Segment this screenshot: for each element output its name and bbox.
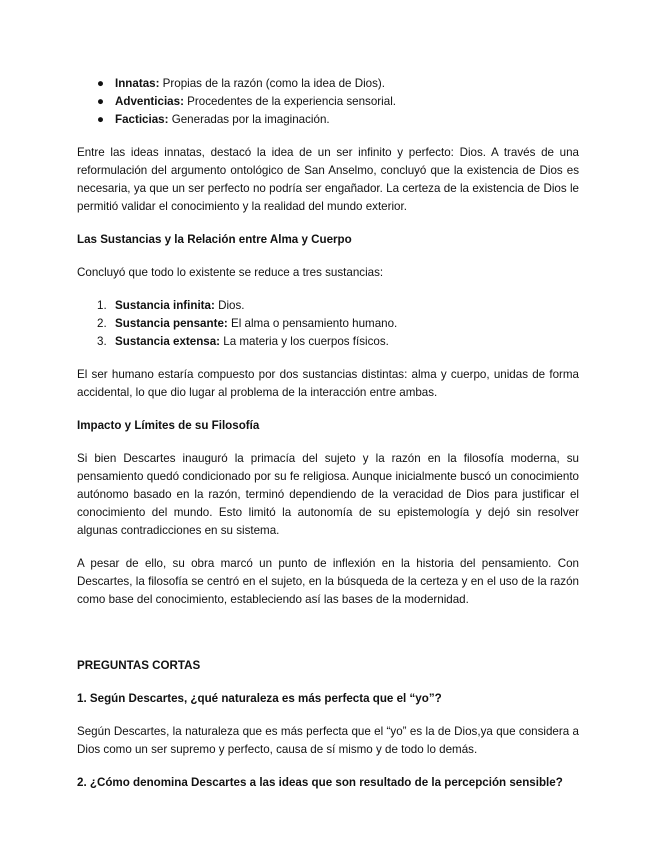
list-item-desc: Procedentes de la experiencia sensorial.: [183, 95, 396, 108]
list-item: [77, 93, 579, 111]
list-item-desc: El alma o pensamiento humano.: [227, 317, 398, 330]
list-item: [77, 111, 579, 129]
list-item: [77, 315, 579, 333]
list-item-term: Sustancia infinita:: [115, 299, 215, 312]
list-item-desc: Generadas por la imaginación.: [168, 113, 330, 126]
paragraph-impacto: Si bien Descartes inauguró la primacía del sujeto y la razón en la filosofía moderna, su pensamiento quedó condicionado por su fe religiosa. Aunque inicialmente buscó un conocimiento autónomo basado en la razón, terminó dependiendo de la veracidad de Dios para justificar el conocimiento del mundo. Esto limitó la autonomía de su epistemología y dejó sin resolver algunas contradicciones en su sistema.: [77, 452, 579, 537]
section-heading-sustancias: Las Sustancias y la Relación entre Alma y Cuerpo: [77, 233, 352, 246]
paragraph-sustancias-intro: Concluyó que todo lo existente se reduce a tres sustancias:: [77, 266, 384, 279]
question-1: 1. Según Descartes, ¿qué naturaleza es más perfecta que el “yo”?: [77, 692, 442, 705]
sustancias-list: [77, 297, 579, 351]
ideas-list: [77, 75, 579, 129]
list-item-desc: Propias de la razón (como la idea de Dios).: [159, 77, 385, 90]
list-item-term: Innatas:: [115, 77, 160, 90]
list-item: [77, 333, 579, 351]
section-heading-impacto: Impacto y Límites de su Filosofía: [77, 419, 260, 432]
bullet-icon: ●: [97, 113, 105, 126]
document-page: [77, 75, 579, 807]
list-item-term: Sustancia pensante:: [115, 317, 228, 330]
list-item-desc: Dios.: [214, 299, 245, 312]
paragraph-ser-humano: El ser humano estaría compuesto por dos sustancias distintas: alma y cuerpo, unidas de forma accidental, lo que dio lugar al problema de la interacción entre ambas.: [77, 368, 579, 399]
list-item-term: Adventicias:: [115, 95, 184, 108]
list-item-term: Sustancia extensa:: [115, 335, 221, 348]
section-heading-preguntas: PREGUNTAS CORTAS: [77, 659, 201, 672]
list-number: 1.: [97, 299, 107, 312]
bullet-icon: ●: [97, 95, 105, 108]
bullet-icon: ●: [97, 77, 105, 90]
list-number: 2.: [97, 317, 107, 330]
section-spacer: [77, 624, 579, 657]
list-item-term: Facticias:: [115, 113, 169, 126]
paragraph-innatas: Entre las ideas innatas, destacó la idea de un ser infinito y perfecto: Dios. A través de una reformulación del argumento ontológico de San Anselmo, concluyó que la existencia de Dios es necesaria, ya que un ser perfecto no podría ser engañador. La certeza de la existencia de Dios le permitió validar el conocimiento y la realidad del mundo exterior.: [77, 146, 579, 213]
list-item-desc: La materia y los cuerpos físicos.: [220, 335, 389, 348]
answer-1: Según Descartes, la naturaleza que es más perfecta que el “yo” es la de Dios,ya que considera a Dios como un ser supremo y perfecto, causa de sí mismo y de todo lo demás.: [77, 725, 579, 756]
paragraph-pesar: A pesar de ello, su obra marcó un punto de inflexión en la historia del pensamiento. Con Descartes, la filosofía se centró en el sujeto, en la búsqueda de la certeza y en el uso de la razón como base del conocimiento, estableciendo así las bases de la modernidad.: [77, 557, 579, 606]
list-item: [77, 297, 579, 315]
question-2: 2. ¿Cómo denomina Descartes a las ideas que son resultado de la percepción sensible?: [77, 776, 563, 789]
list-item: [77, 75, 579, 93]
list-number: 3.: [97, 335, 107, 348]
